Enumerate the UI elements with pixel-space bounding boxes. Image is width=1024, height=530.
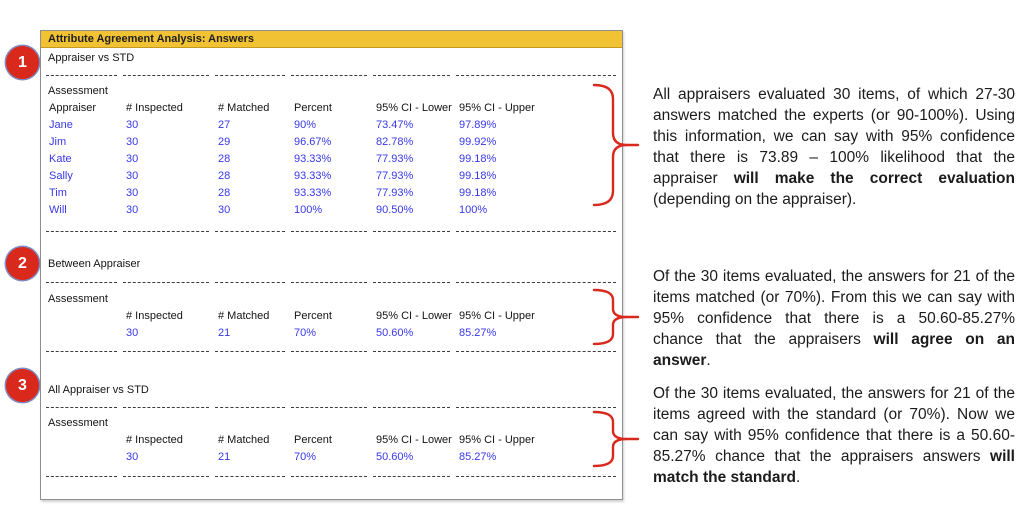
header-cell: 95% CI - Lower bbox=[376, 310, 452, 322]
cell: 77.93% bbox=[376, 153, 414, 165]
note-run: Of the 30 items evaluated, the answers for 21 of the items agreed with the standard (or 70%). Now we can say with 95% confidence that there is a 50.60-85.27% chance that the appraisers answers bbox=[653, 385, 1015, 465]
analysis-report bbox=[40, 30, 623, 500]
dash-segment bbox=[291, 231, 367, 232]
dash-segment bbox=[291, 282, 367, 283]
dash-segment bbox=[373, 351, 450, 352]
cell: 30 bbox=[126, 170, 139, 182]
dash-segment bbox=[46, 351, 117, 352]
section-3-label: All Appraiser vs STD bbox=[48, 384, 149, 396]
brace-section-1 bbox=[592, 83, 640, 207]
dash-segment bbox=[373, 407, 450, 408]
cell: 70% bbox=[294, 327, 317, 339]
dash-segment bbox=[456, 476, 616, 477]
dash-segment bbox=[291, 476, 367, 477]
note-run: will match the standard bbox=[653, 448, 1015, 486]
cell: Kate bbox=[49, 153, 72, 165]
note-run: . bbox=[795, 469, 801, 486]
cell: 99.92% bbox=[459, 136, 497, 148]
cell: 100% bbox=[294, 204, 323, 216]
cell: 85.27% bbox=[459, 451, 497, 463]
cell: 28 bbox=[218, 187, 231, 199]
cell: 85.27% bbox=[459, 327, 497, 339]
dash-segment bbox=[373, 282, 450, 283]
table-row bbox=[41, 151, 622, 168]
cell: 30 bbox=[126, 327, 139, 339]
header-cell bbox=[49, 432, 126, 449]
cell: Jim bbox=[49, 136, 67, 148]
note-appraiser-vs-std bbox=[653, 84, 1015, 210]
section-1-assessment-label: Assessment bbox=[48, 85, 108, 97]
dash-segment bbox=[123, 282, 209, 283]
dash-segment bbox=[291, 75, 367, 76]
dash-segment bbox=[291, 407, 367, 408]
cell: 77.93% bbox=[376, 170, 414, 182]
table-row bbox=[41, 134, 622, 151]
header-cell: 95% CI - Upper bbox=[459, 434, 535, 446]
table-row bbox=[41, 202, 622, 219]
table-row bbox=[41, 168, 622, 185]
cell: 99.18% bbox=[459, 153, 497, 165]
dash-segment bbox=[123, 476, 209, 477]
dash-segment bbox=[215, 282, 285, 283]
note-run: Of the 30 items evaluated, the answers for 21 of the items matched (or 70%). From this we can say with 95% confidence that there is a 50.60-85.27% chance that the appraisers bbox=[653, 268, 1015, 348]
header-cell: # Matched bbox=[218, 434, 270, 446]
note-run: . bbox=[706, 352, 711, 369]
cell: 27 bbox=[218, 119, 231, 131]
dash-segment bbox=[215, 476, 285, 477]
cell: 30 bbox=[126, 136, 139, 148]
cell: Sally bbox=[49, 170, 73, 182]
section-1-data-rows bbox=[41, 117, 622, 219]
note-run: will make the correct evaluation bbox=[733, 170, 1015, 187]
table-row bbox=[41, 185, 622, 202]
cell: 77.93% bbox=[376, 187, 414, 199]
note-run: All appraisers evaluated 30 items, of which 27-30 answers matched the experts (or 90-100%). Using this information, we can say with 95% confidence that there is 73.89 – 100% likelihood that the appraiser bbox=[653, 86, 1015, 187]
cell: 93.33% bbox=[294, 187, 332, 199]
note-run: will agree on an answer bbox=[653, 331, 1015, 369]
dashed-divider bbox=[41, 67, 622, 83]
section-3-assessment-label: Assessment bbox=[48, 417, 108, 429]
section-1-column-headers bbox=[41, 100, 622, 117]
cell: 30 bbox=[126, 119, 139, 131]
dash-segment bbox=[123, 75, 209, 76]
dash-segment bbox=[46, 75, 117, 76]
cell: 97.89% bbox=[459, 119, 497, 131]
dash-segment bbox=[46, 231, 117, 232]
cell: 30 bbox=[218, 204, 231, 216]
cell: Tim bbox=[49, 187, 67, 199]
section-1-badge: 1 bbox=[6, 46, 39, 79]
header-cell: # Matched bbox=[218, 310, 270, 322]
section-3-data-rows bbox=[41, 449, 622, 466]
section-3-badge: 3 bbox=[6, 369, 39, 402]
cell: Jane bbox=[49, 119, 73, 131]
header-cell: # Inspected bbox=[126, 434, 183, 446]
cell: 30 bbox=[126, 451, 139, 463]
dash-segment bbox=[456, 351, 616, 352]
section-2-column-headers bbox=[41, 308, 622, 325]
cell bbox=[49, 325, 126, 342]
cell: 50.60% bbox=[376, 451, 414, 463]
table-row bbox=[41, 449, 622, 466]
header-cell: # Matched bbox=[218, 102, 270, 114]
dashed-divider bbox=[41, 466, 622, 486]
dash-segment bbox=[373, 75, 450, 76]
dash-segment bbox=[123, 407, 209, 408]
dash-segment bbox=[215, 407, 285, 408]
header-cell: Percent bbox=[294, 102, 332, 114]
cell: 99.18% bbox=[459, 170, 497, 182]
dash-segment bbox=[123, 231, 209, 232]
dash-segment bbox=[215, 75, 285, 76]
dash-segment bbox=[456, 282, 616, 283]
note-between-appraiser bbox=[653, 266, 1015, 371]
dash-segment bbox=[46, 476, 117, 477]
dash-segment bbox=[291, 351, 367, 352]
section-3-column-headers bbox=[41, 432, 622, 449]
cell: 30 bbox=[126, 204, 139, 216]
dashed-divider bbox=[41, 399, 622, 415]
header-cell: Percent bbox=[294, 434, 332, 446]
dash-segment bbox=[46, 407, 117, 408]
header-cell: 95% CI - Upper bbox=[459, 102, 535, 114]
header-cell: # Inspected bbox=[126, 310, 183, 322]
cell: 73.47% bbox=[376, 119, 414, 131]
cell: 29 bbox=[218, 136, 231, 148]
cell: 21 bbox=[218, 327, 231, 339]
header-cell: Percent bbox=[294, 310, 332, 322]
report-title: Attribute Agreement Analysis: Answers bbox=[48, 33, 254, 45]
brace-section-3 bbox=[592, 410, 640, 468]
note-run: (depending on the appraiser). bbox=[653, 191, 857, 208]
dash-segment bbox=[373, 231, 450, 232]
cell: 90.50% bbox=[376, 204, 414, 216]
section-2-data-rows bbox=[41, 325, 622, 342]
cell: 90% bbox=[294, 119, 317, 131]
header-cell: 95% CI - Lower bbox=[376, 102, 452, 114]
section-2-assessment-label: Assessment bbox=[48, 293, 108, 305]
header-cell: # Inspected bbox=[126, 102, 183, 114]
dashed-divider bbox=[41, 219, 622, 243]
dash-segment bbox=[456, 407, 616, 408]
dashed-divider bbox=[41, 273, 622, 291]
dash-segment bbox=[456, 231, 616, 232]
cell: 82.78% bbox=[376, 136, 414, 148]
section-2-label: Between Appraiser bbox=[48, 258, 141, 270]
cell: 28 bbox=[218, 170, 231, 182]
dash-segment bbox=[46, 282, 117, 283]
header-cell bbox=[49, 308, 126, 325]
dash-segment bbox=[215, 231, 285, 232]
section-2-badge: 2 bbox=[6, 247, 39, 280]
cell: 21 bbox=[218, 451, 231, 463]
cell: 93.33% bbox=[294, 153, 332, 165]
cell: 30 bbox=[126, 187, 139, 199]
brace-section-2 bbox=[592, 288, 640, 346]
cell: 30 bbox=[126, 153, 139, 165]
dash-segment bbox=[123, 351, 209, 352]
cell: 50.60% bbox=[376, 327, 414, 339]
cell: 93.33% bbox=[294, 170, 332, 182]
table-row bbox=[41, 325, 622, 342]
cell: 28 bbox=[218, 153, 231, 165]
cell: 100% bbox=[459, 204, 488, 216]
cell bbox=[49, 449, 126, 466]
dash-segment bbox=[456, 75, 616, 76]
cell: Will bbox=[49, 204, 67, 216]
cell: 99.18% bbox=[459, 187, 497, 199]
note-all-appraiser-vs-std bbox=[653, 383, 1015, 488]
section-1-label: Appraiser vs STD bbox=[48, 52, 135, 64]
dash-segment bbox=[373, 476, 450, 477]
dashed-divider bbox=[41, 342, 622, 360]
cell: 70% bbox=[294, 451, 317, 463]
table-row bbox=[41, 117, 622, 134]
cell: 96.67% bbox=[294, 136, 332, 148]
header-cell: Appraiser bbox=[49, 102, 97, 114]
header-cell: 95% CI - Lower bbox=[376, 434, 452, 446]
report-title-bar bbox=[41, 31, 622, 48]
header-cell: 95% CI - Upper bbox=[459, 310, 535, 322]
dash-segment bbox=[215, 351, 285, 352]
